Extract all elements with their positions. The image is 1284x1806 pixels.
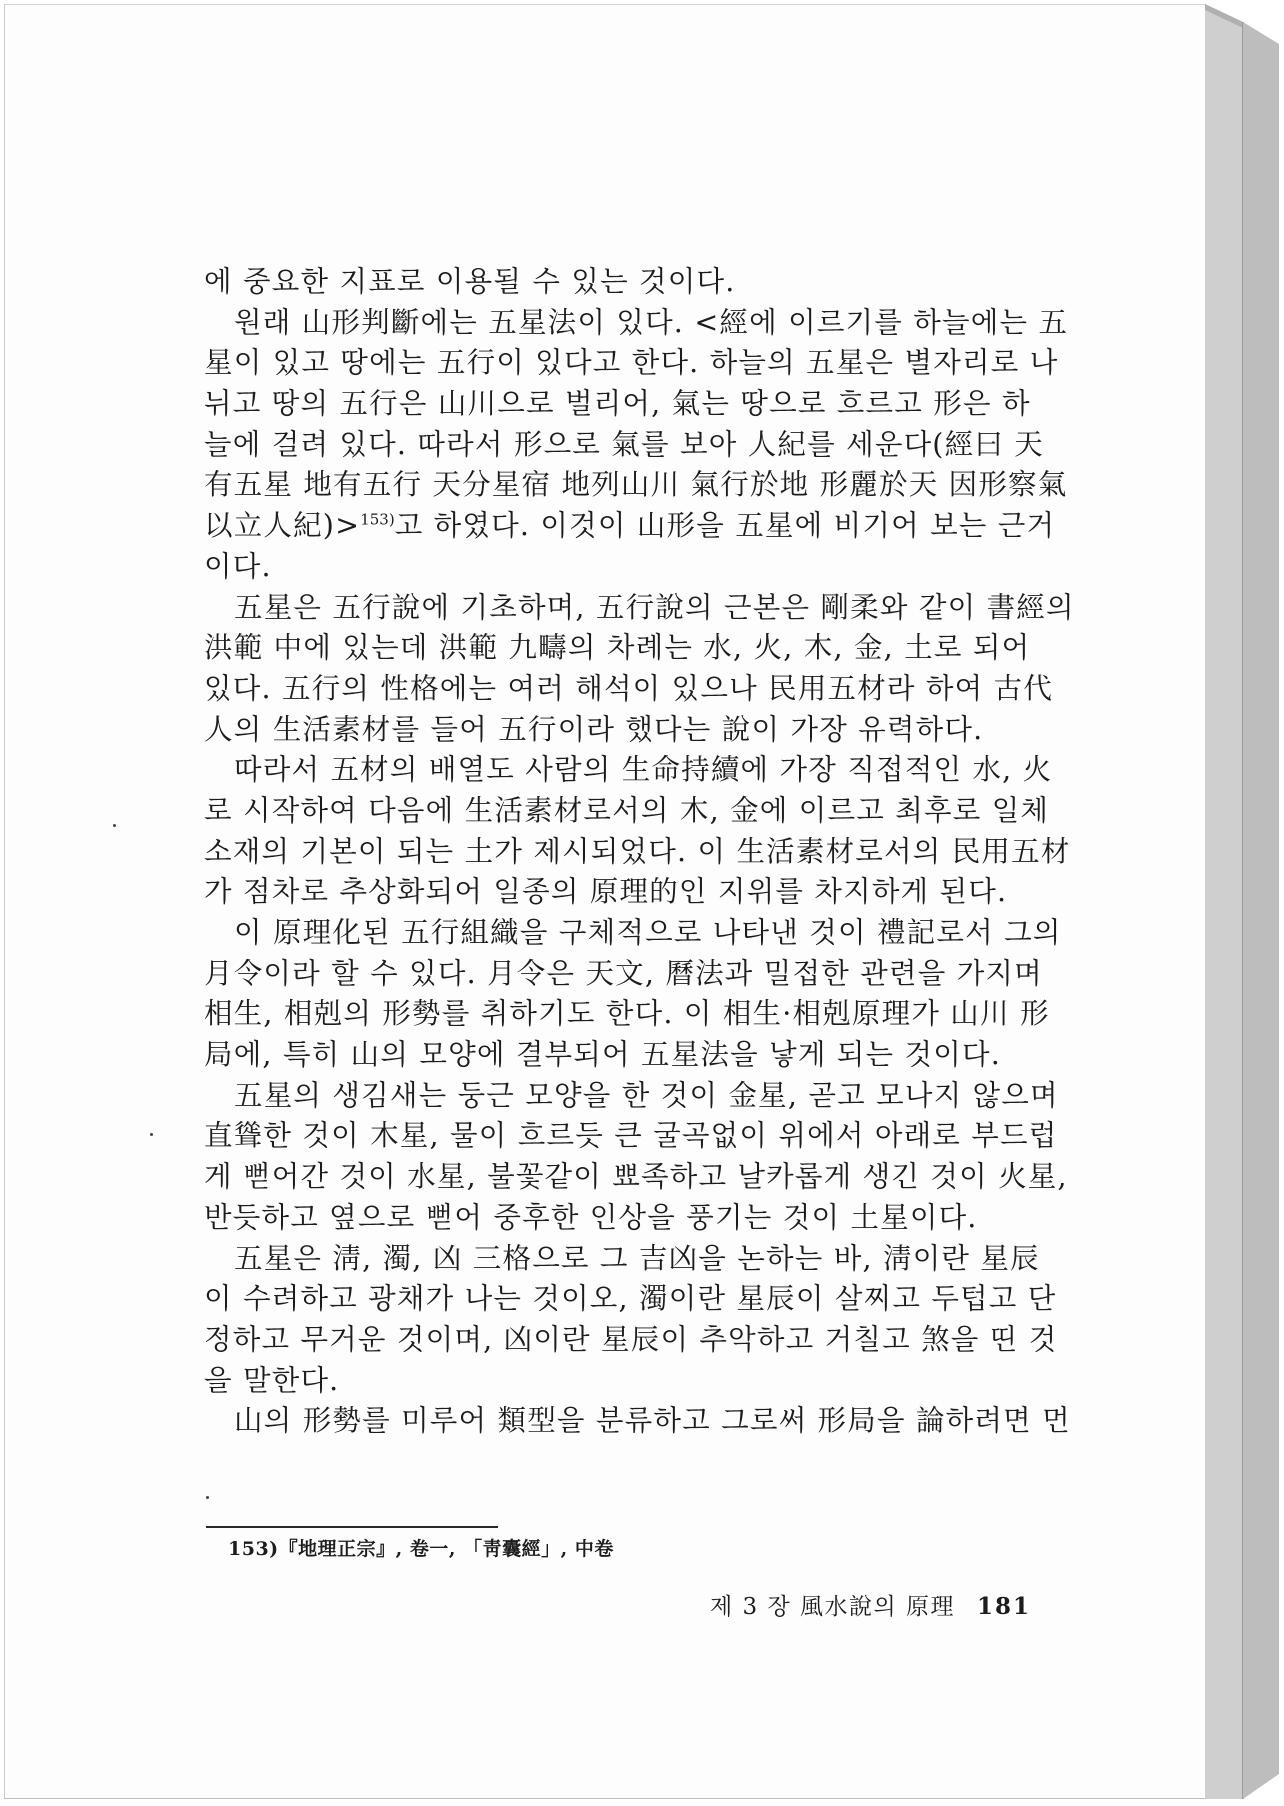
text-line (204, 384, 1044, 425)
text-line (204, 588, 1075, 629)
text-line-content: 소재의 기본이 되는 土가 제시되었다. 이 生活素材로서의 民用五材 (204, 834, 1071, 868)
text-line-content: 相生, 相剋의 形勢를 취하기도 한다. 이 相生·相剋原理가 山川 形 (204, 997, 1050, 1031)
text-line (204, 669, 1054, 710)
text-line (204, 1035, 1044, 1076)
text-line-content: 원래 山形判斷에는 五星法이 있다. <經에 이르기를 하늘에는 五 (234, 305, 1069, 339)
text-line (204, 1116, 1058, 1157)
text-line (204, 1239, 1044, 1280)
text-line (204, 262, 1044, 303)
text-line (204, 343, 1059, 384)
text-line (204, 1157, 1068, 1198)
text-line-content: 山의 形勢를 미루어 類型을 분류하고 그로써 形局을 論하려면 먼 (234, 1404, 1071, 1438)
text-line-content: 정하고 무거운 것이며, 凶이란 星辰이 추악하고 거칠고 煞을 띤 것 (204, 1322, 1058, 1356)
text-line (204, 465, 1068, 506)
page-edge-graphic (1205, 4, 1284, 1804)
footnote: 153)『地理正宗』, 卷一, 「靑囊經」, 中卷 (228, 1538, 614, 1560)
text-line (204, 303, 1069, 344)
text-line (204, 547, 1044, 588)
running-footer (710, 1588, 1031, 1621)
text-line-content: 星이 있고 땅에는 五行이 있다고 한다. 하늘의 五星은 별자리로 나 (204, 346, 1059, 380)
text-line (204, 1279, 1057, 1320)
text-line-content: 에 중요한 지표로 이용될 수 있는 것이다. (204, 265, 736, 298)
text-line (204, 710, 1044, 751)
text-line-content: 을 말한다. (204, 1363, 340, 1397)
text-line-content: 가 점차로 추상화되어 일종의 原理的인 지위를 차지하게 된다. (204, 875, 1008, 909)
text-line-content: 늘에 걸려 있다. 따라서 形으로 氣를 보아 人紀를 세운다(經曰 天 (204, 427, 1044, 461)
scan-speck (113, 824, 116, 827)
text-line (204, 425, 1044, 466)
text-line (204, 1361, 1044, 1402)
text-line-content: 五星의 생김새는 둥근 모양을 한 것이 金星, 곧고 모나지 않으며 (234, 1078, 1059, 1112)
text-line (204, 750, 1053, 791)
text-line (204, 994, 1050, 1035)
chapter-title: 제 3 장 風水說의 原理 (710, 1594, 956, 1620)
text-line-continuation: 고 하였다. 이것이 山形을 五星에 비기어 보는 근거 (394, 509, 1056, 543)
text-line (204, 1076, 1059, 1117)
scan-speck (150, 1133, 153, 1136)
text-line (204, 628, 1044, 669)
text-line (204, 1198, 1044, 1239)
text-line (204, 872, 1044, 913)
text-line-content: 直聳한 것이 木星, 물이 흐르듯 큰 굴곡없이 위에서 아래로 부드럽 (204, 1119, 1058, 1153)
page-number: 181 (977, 1593, 1032, 1620)
text-line-content: 이다. (204, 549, 272, 583)
footnote-marker: 153) (360, 510, 395, 529)
text-line (204, 791, 1050, 832)
text-line-content: 月令이라 할 수 있다. 月令은 天文, 曆法과 밀접한 관련을 가지며 (204, 956, 1043, 990)
text-line-content: 반듯하고 옆으로 뻗어 중후한 인상을 풍기는 것이 土星이다. (204, 1200, 978, 1234)
text-line-content: 五星은 淸, 濁, 凶 三格으로 그 吉凶을 논하는 바, 淸이란 星辰 (234, 1241, 1040, 1275)
footnote-rule (206, 1526, 498, 1528)
text-line-content: 局에, 특히 山의 모양에 결부되어 五星法을 낳게 되는 것이다. (204, 1038, 1001, 1072)
text-line-content: 있다. 五行의 性格에는 여러 해석이 있으나 民用五材라 하여 古代 (204, 671, 1054, 705)
text-line-content: 五星은 五行說에 기초하며, 五行說의 근본은 剛柔와 같이 書經의 (234, 590, 1075, 624)
text-line-content: 이 수려하고 광채가 나는 것이오, 濁이란 星辰이 살찌고 두텁고 단 (204, 1282, 1057, 1316)
text-line-content: 이 原理化된 五行組織을 구체적으로 나타낸 것이 禮記로서 그의 (234, 916, 1062, 949)
text-line (204, 954, 1044, 995)
text-line-content: 以立人紀)> (204, 509, 361, 543)
text-line (204, 832, 1071, 873)
text-line (204, 913, 1062, 954)
text-line-content: 洪範 中에 있는데 洪範 九疇의 차례는 水, 火, 木, 金, 土로 되어 (204, 631, 1031, 665)
text-line-content: 게 뻗어간 것이 水星, 불꽃같이 뾰족하고 날카롭게 생긴 것이 火星, (204, 1160, 1068, 1194)
text-line (204, 1401, 1071, 1442)
text-line-content: 로 시작하여 다음에 生活素材로서의 木, 金에 이르고 최후로 일체 (204, 793, 1050, 827)
text-line (204, 506, 1056, 547)
text-line-content: 따라서 五材의 배열도 사람의 生命持續에 가장 직접적인 水, 火 (234, 753, 1053, 787)
text-line-content: 有五星 地有五行 天分星宿 地列山川 氣行於地 形麗於天 因形察氣 (204, 468, 1068, 502)
scan-speck (206, 1496, 209, 1499)
text-line-content: 뉘고 땅의 五行은 山川으로 벌리어, 氣는 땅으로 흐르고 形은 하 (204, 387, 1031, 421)
text-line-content: 人의 生活素材를 들어 五行이라 했다는 說이 가장 유력하다. (204, 712, 984, 746)
body-text (204, 262, 1075, 1442)
text-line (204, 1320, 1058, 1361)
